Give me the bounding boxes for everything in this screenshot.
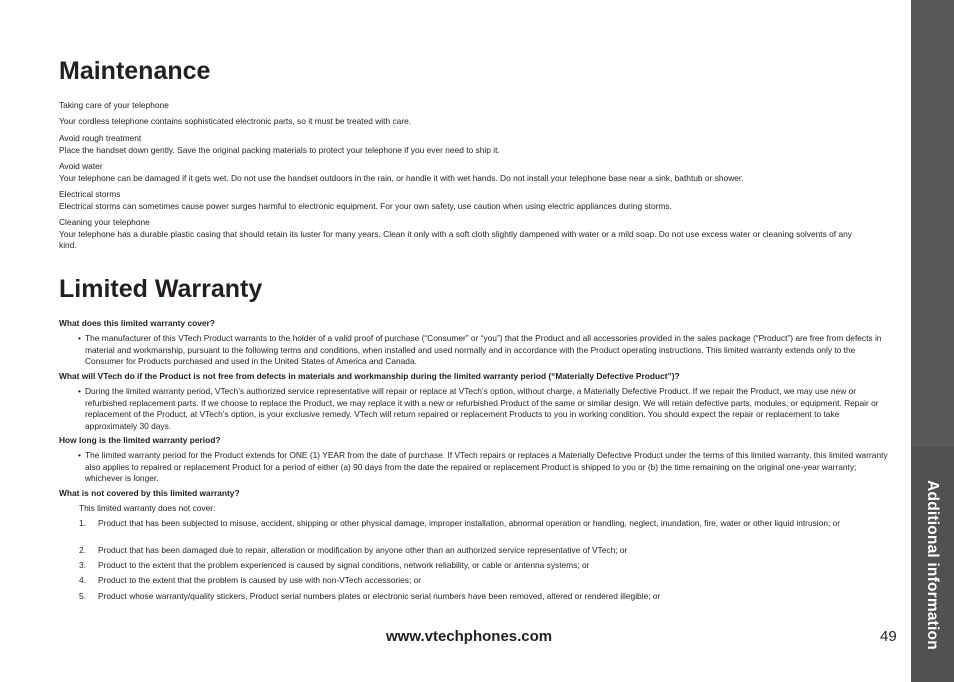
warranty-question: What will VTech do if the Product is not free from defects in materials and workmanship during the limited warranty period (“Materially Defective Product”)? (59, 371, 680, 381)
bullet-icon: • (78, 333, 81, 343)
section-heading: Electrical storms (59, 189, 121, 199)
section-text: Your cordless telephone contains sophisticated electronic parts, so it must be treated with care. (59, 116, 412, 126)
maintenance-title: Maintenance (59, 57, 211, 85)
page-number: 49 (880, 628, 897, 645)
list-item (79, 575, 889, 587)
warranty-answer (78, 450, 888, 485)
list-item (79, 518, 889, 530)
list-text: Product to the extent that the problem experienced is caused by signal conditions, network reliability, or cable or antenna systems; or (98, 560, 590, 570)
section-text: Electrical storms can sometimes cause power surges harmful to electronic equipment. For your own safety, use caution when using electric appliances during storms. (59, 200, 672, 211)
list-item (79, 591, 889, 603)
list-item (79, 560, 889, 572)
not-covered-intro: This limited warranty does not cover: (79, 503, 216, 513)
warranty-title: Limited Warranty (59, 275, 263, 303)
section-text: Your telephone has a durable plastic casing that should retain its luster for many years. Clean it only with a soft cloth slightly dampened with water or a mild soap. Do not use excess water or cleaning solvents of any kind. (59, 228, 852, 250)
list-number: 5. (79, 591, 86, 601)
answer-text: During the limited warranty period, VTech’s authorized service representative will repair or replace at VTech’s option, without charge, a Materially Defective Product. If we repair the Product, we may use new or refurbished replacement parts. If we choose to replace the Product, we may replace it with a new or refurbished Product of the same or similar design. We will retain defective parts, modules, or equipment. Repair or replacement of the Product, at VTech’s option, is your exclusive remedy. VTech will return repaired or replacement Products to you in working condition. You should expect the repair or replacement to take approximately 30 days. (85, 386, 879, 431)
warranty-answer (78, 333, 888, 368)
list-number: 2. (79, 545, 86, 555)
section-heading: Avoid water (59, 161, 103, 171)
list-number: 3. (79, 560, 86, 570)
answer-text: The manufacturer of this VTech Product warrants to the holder of a valid proof of purchase (“Consumer” or “you”) that the Product and all accessories provided in the sales package (“Product”) are free from defects in material and workmanship, pursuant to the following terms and conditions, when installed and used normally and in accordance with the Product operating instructions. This limited warranty extends only to the Consumer for Products purchased and used in the United States of America and Canada. (85, 333, 882, 366)
maintenance-section (59, 189, 859, 212)
maintenance-section (59, 116, 859, 128)
section-tab-label: Additional information (924, 480, 941, 650)
warranty-question: What is not covered by this limited warranty? (59, 488, 240, 498)
maintenance-section (59, 161, 859, 184)
list-text: Product that has been damaged due to repair, alteration or modification by anyone other than an authorized service representative of VTech; or (98, 545, 628, 555)
warranty-answer (78, 386, 888, 432)
section-heading: Avoid rough treatment (59, 133, 142, 143)
list-text: Product whose warranty/quality stickers, Product serial numbers plates or electronic serial numbers have been removed, altered or rendered illegible; or (98, 591, 661, 601)
list-item (79, 545, 889, 557)
warranty-question: How long is the limited warranty period? (59, 435, 221, 445)
section-text: Place the handset down gently. Save the original packing materials to protect your telephone if you ever need to ship it. (59, 144, 500, 155)
warranty-question: What does this limited warranty cover? (59, 318, 215, 328)
bullet-icon: • (78, 386, 81, 396)
section-heading: Taking care of your telephone (59, 100, 169, 110)
maintenance-section (59, 217, 859, 252)
answer-text: The limited warranty period for the Product extends for ONE (1) YEAR from the date of purchase. If VTech repairs or replaces a Materially Defective Product under the terms of this limited warranty, this limited warranty also applies to repaired or replacement Product for a period of either (a) 90 days from the date the repaired or replacement Product is shipped to you or (b) the time remaining on the original one-year warranty; whichever is longer. (85, 450, 888, 483)
maintenance-section (59, 133, 859, 156)
bullet-icon: • (78, 450, 81, 460)
list-text: Product that has been subjected to misuse, accident, shipping or other physical damage, improper installation, abnormal operation or handling, neglect, inundation, fire, water or other liquid intrusion; or (98, 518, 841, 528)
section-heading: Cleaning your telephone (59, 217, 150, 227)
website-link[interactable]: www.vtechphones.com (386, 628, 553, 645)
list-number: 4. (79, 575, 86, 585)
list-number: 1. (79, 518, 86, 528)
section-text: Your telephone can be damaged if it gets wet. Do not use the handset outdoors in the rain, or handle it with wet hands. Do not install your telephone base near a sink, bathtub or shower. (59, 172, 744, 183)
list-text: Product to the extent that the problem is caused by use with non-VTech accessories; or (98, 575, 422, 585)
maintenance-section (59, 100, 859, 112)
